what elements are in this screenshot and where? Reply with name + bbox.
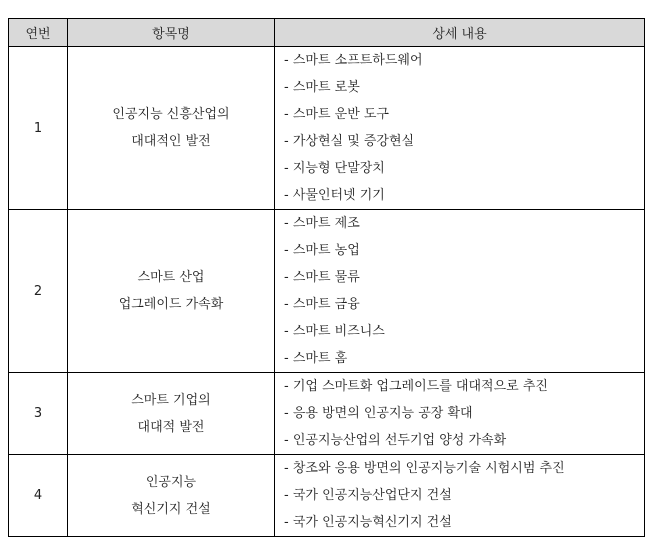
row-item [68, 210, 275, 373]
item-line: 스마트 기업의 [131, 392, 211, 408]
detail-item: - 기업 스마트화 업그레이드를 대대적으로 추진 [284, 379, 548, 394]
item-line: 인공지능 신흥산업의 [112, 107, 230, 122]
detail-item: - 스마트 소프트하드웨어 [284, 53, 423, 68]
detail-item: - 인공지능산업의 선두기업 양성 가속화 [284, 433, 507, 448]
detail-item: - 스마트 금융 [284, 297, 360, 312]
detail-item: - 국가 인공지능산업단지 건설 [284, 488, 452, 503]
table-row [9, 210, 645, 373]
detail-item: - 스마트 로봇 [284, 80, 360, 95]
detail-item: - 스마트 물류 [284, 270, 360, 285]
row-details [275, 210, 645, 373]
table-row [9, 373, 645, 455]
row-item [68, 373, 275, 455]
detail-item: - 스마트 운반 도구 [284, 107, 389, 122]
detail-item: - 스마트 제조 [284, 216, 360, 231]
table-header-row [9, 19, 645, 47]
header-item: 항목명 [68, 19, 275, 47]
ai-industry-table [8, 18, 645, 537]
header-no: 연번 [9, 19, 68, 47]
table-row [9, 47, 645, 210]
detail-item: - 스마트 비즈니스 [284, 324, 385, 339]
row-number: 4 [9, 455, 68, 537]
detail-item: - 창조와 응용 방면의 인공지능기술 시험시범 추진 [284, 461, 565, 476]
table-row [9, 455, 645, 537]
row-number: 1 [9, 47, 68, 210]
detail-item: - 국가 인공지능혁신기지 건설 [284, 515, 452, 530]
header-detail: 상세 내용 [275, 19, 645, 47]
item-line: 스마트 산업 [137, 270, 205, 285]
table-container [8, 18, 645, 537]
detail-item: - 응용 방면의 인공지능 공장 확대 [284, 406, 473, 421]
item-line: 혁신기지 건설 [131, 501, 211, 517]
item-line: 대대적인 발전 [131, 134, 211, 149]
row-item [68, 455, 275, 537]
row-number: 2 [9, 210, 68, 373]
detail-item: - 스마트 농업 [284, 243, 360, 258]
row-item [68, 47, 275, 210]
detail-item: - 지능형 단말장치 [284, 161, 385, 176]
detail-item: - 가상현실 및 증강현실 [284, 134, 415, 149]
detail-item: - 스마트 홈 [284, 351, 348, 366]
row-details [275, 455, 645, 537]
row-number: 3 [9, 373, 68, 455]
item-line: 인공지능 [145, 474, 197, 490]
row-details [275, 373, 645, 455]
row-details [275, 47, 645, 210]
detail-item: - 사물인터넷 기기 [284, 188, 385, 203]
item-line: 업그레이드 가속화 [118, 297, 224, 312]
item-line: 대대적 발전 [137, 419, 205, 435]
